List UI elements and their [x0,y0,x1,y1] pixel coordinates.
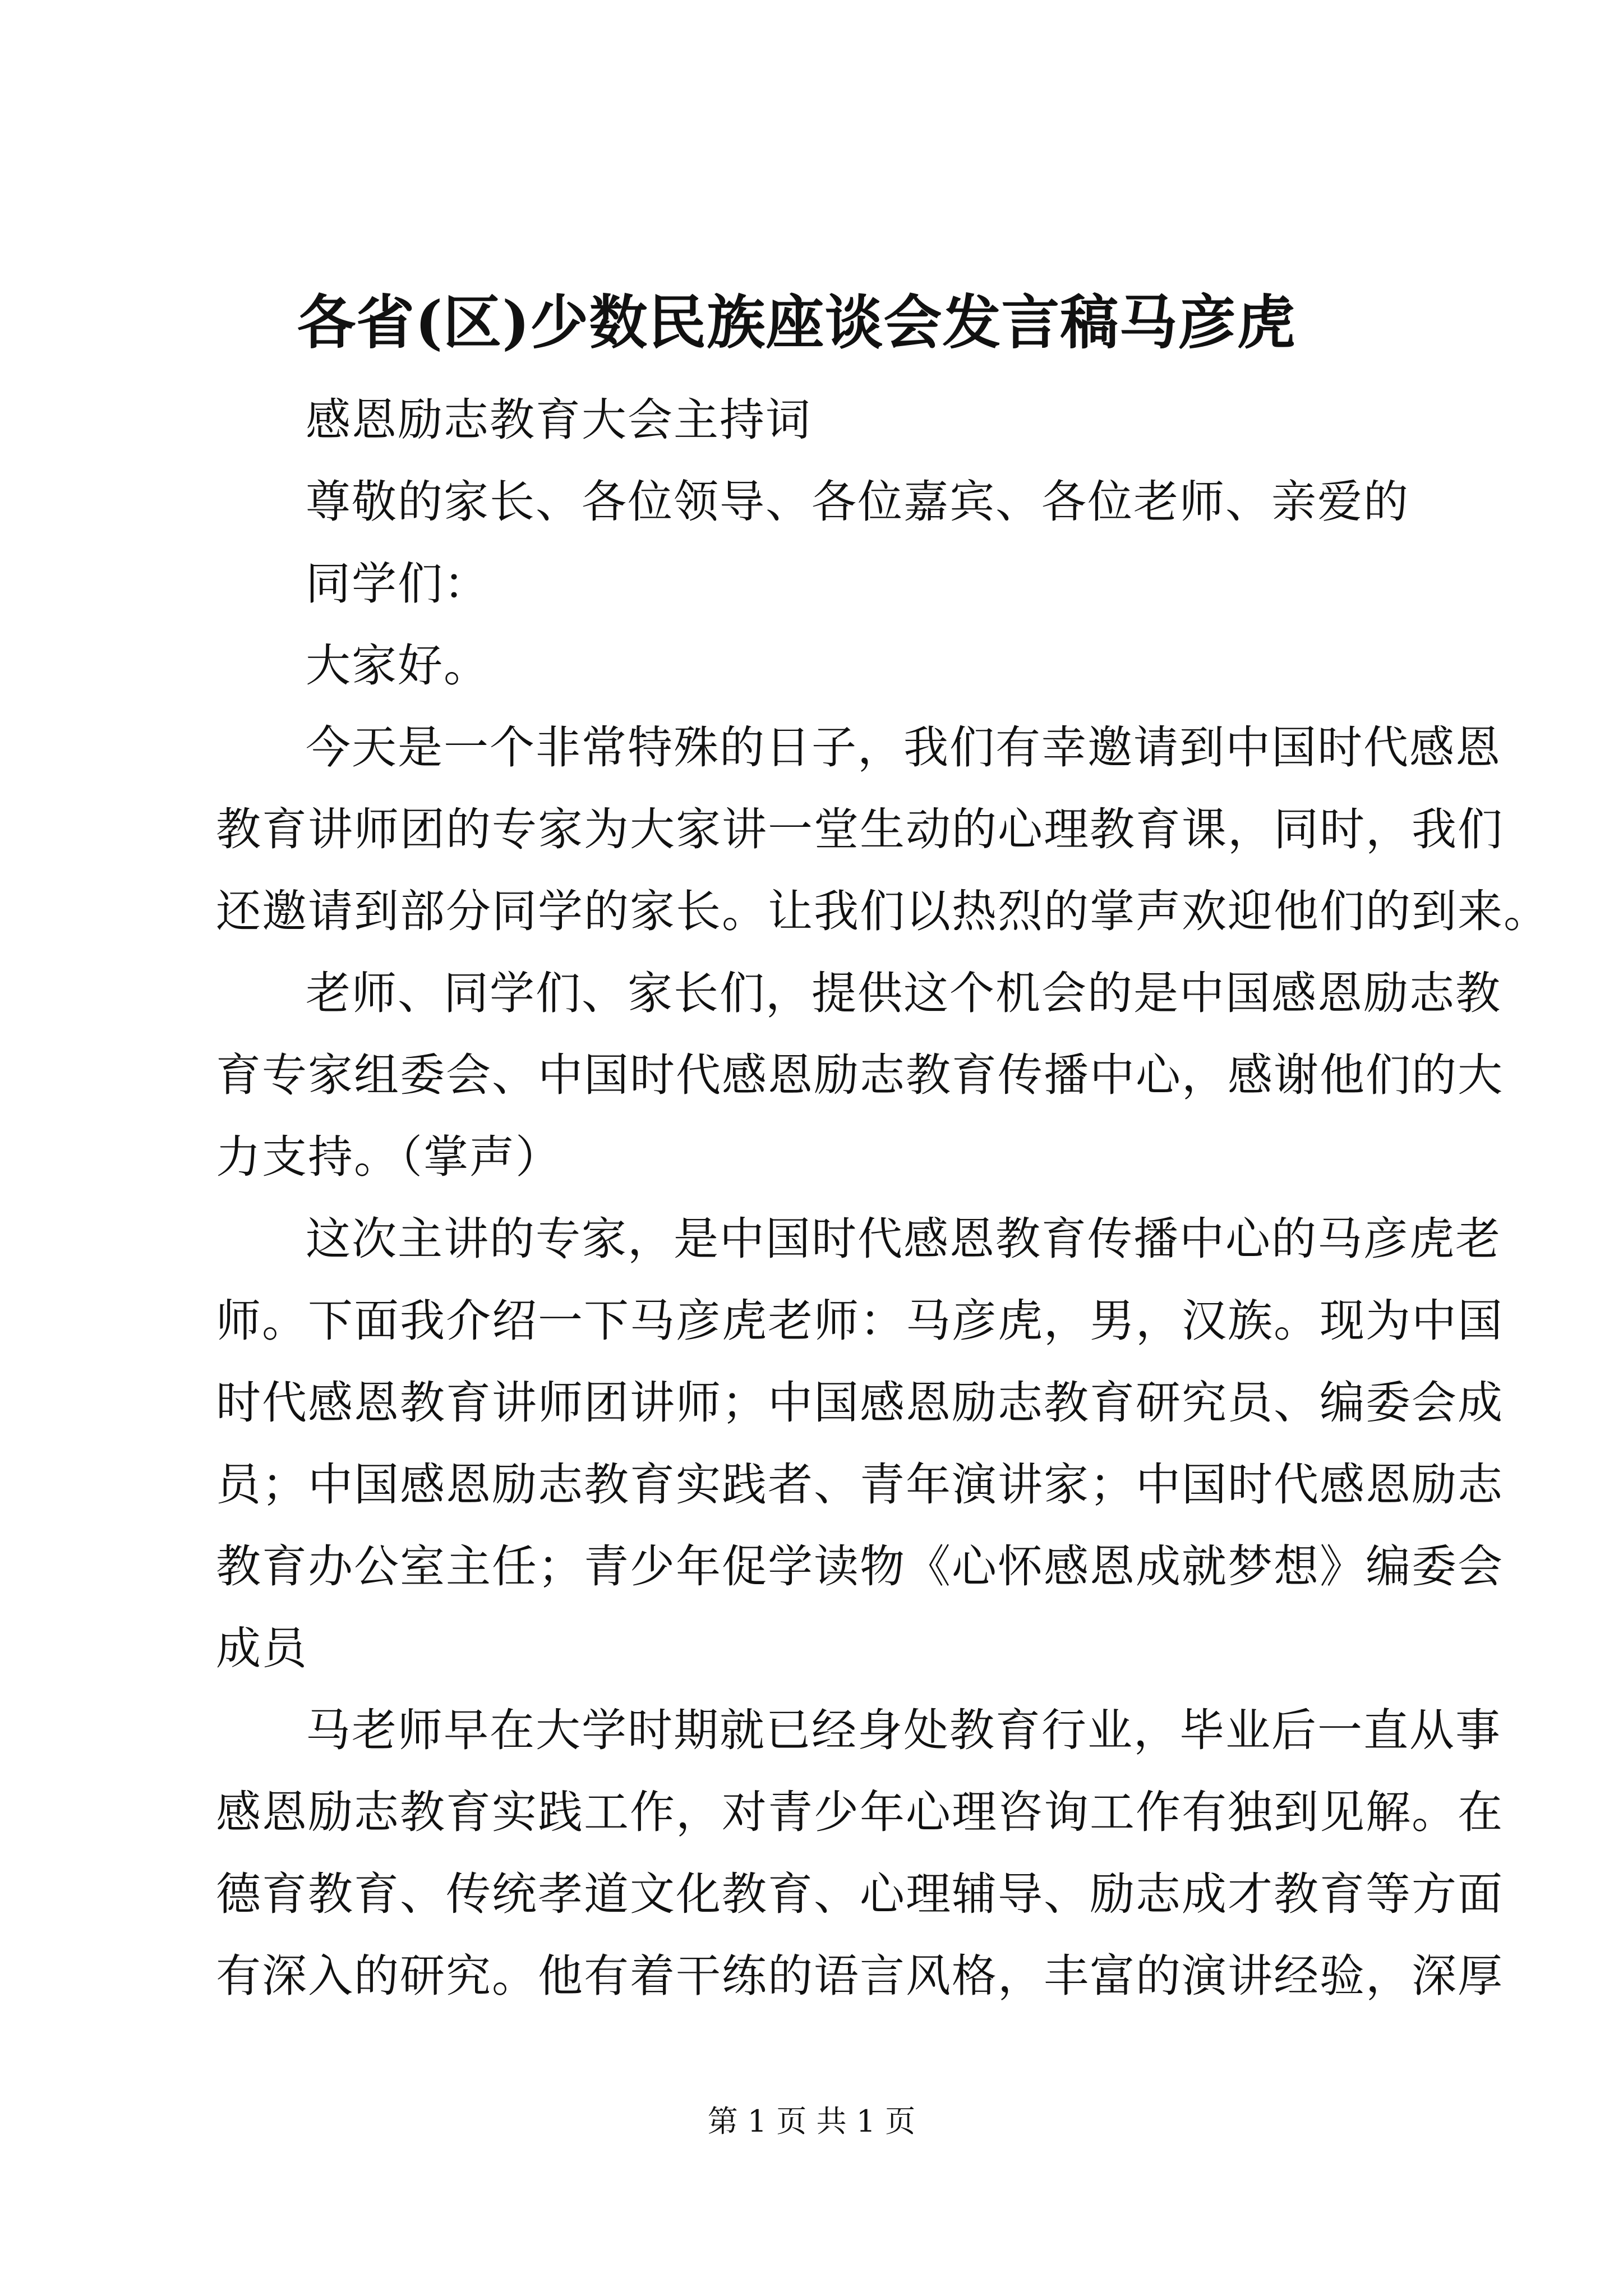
paragraph-line: 今天是一个非常特殊的日子，我们有幸邀请到中国时代感恩 [306,721,1501,774]
subtitle-line: 感恩励志教育大会主持词 [306,394,811,446]
salutation-line: 尊敬的家长、各位领导、各位嘉宾、各位老师、亲爱的 [306,476,1409,528]
paragraph-line: 老师、同学们、家长们，提供这个机会的是中国感恩励志教 [306,967,1501,1019]
page-number-footer: 第 1 页 共 1 页 [707,2104,916,2139]
document-body [216,379,1550,2017]
paragraph-line: 有深入的研究。他有着干练的语言风格，丰富的演讲经验，深厚 [216,1950,1504,2002]
document-title: 各省(区)少数民族座谈会发言稿马彦虎 [297,288,1296,357]
paragraph-line: 成员 [216,1622,308,1674]
paragraph-line: 德育教育、传统孝道文化教育、心理辅导、励志成才教育等方面 [216,1868,1504,1920]
greeting-line: 大家好。 [306,639,490,692]
paragraph-line: 感恩励志教育实践工作，对青少年心理咨询工作有独到见解。在 [216,1786,1504,1838]
paragraph-line: 还邀请到部分同学的家长。让我们以热烈的掌声欢迎他们的到来。 [216,885,1550,937]
paragraph-line: 时代感恩教育讲师团讲师；中国感恩励志教育研究员、编委会成 [216,1377,1504,1429]
paragraph-line: 力支持。（掌声） [216,1131,561,1183]
paragraph-line: 这次主讲的专家，是中国时代感恩教育传播中心的马彦虎老 [306,1213,1501,1265]
paragraph-line: 师。下面我介绍一下马彦虎老师：马彦虎，男，汉族。现为中国 [216,1295,1504,1347]
paragraph-line: 育专家组委会、中国时代感恩励志教育传播中心，感谢他们的大 [216,1049,1504,1101]
paragraph-line: 员；中国感恩励志教育实践者、青年演讲家；中国时代感恩励志 [216,1458,1504,1511]
salutation-line: 同学们： [306,558,490,610]
paragraph-line: 马老师早在大学时期就已经身处教育行业，毕业后一直从事 [306,1704,1501,1756]
paragraph-line: 教育讲师团的专家为大家讲一堂生动的心理教育课，同时，我们 [216,803,1504,855]
paragraph-line: 教育办公室主任；青少年促学读物《心怀感恩成就梦想》编委会 [216,1540,1504,1593]
